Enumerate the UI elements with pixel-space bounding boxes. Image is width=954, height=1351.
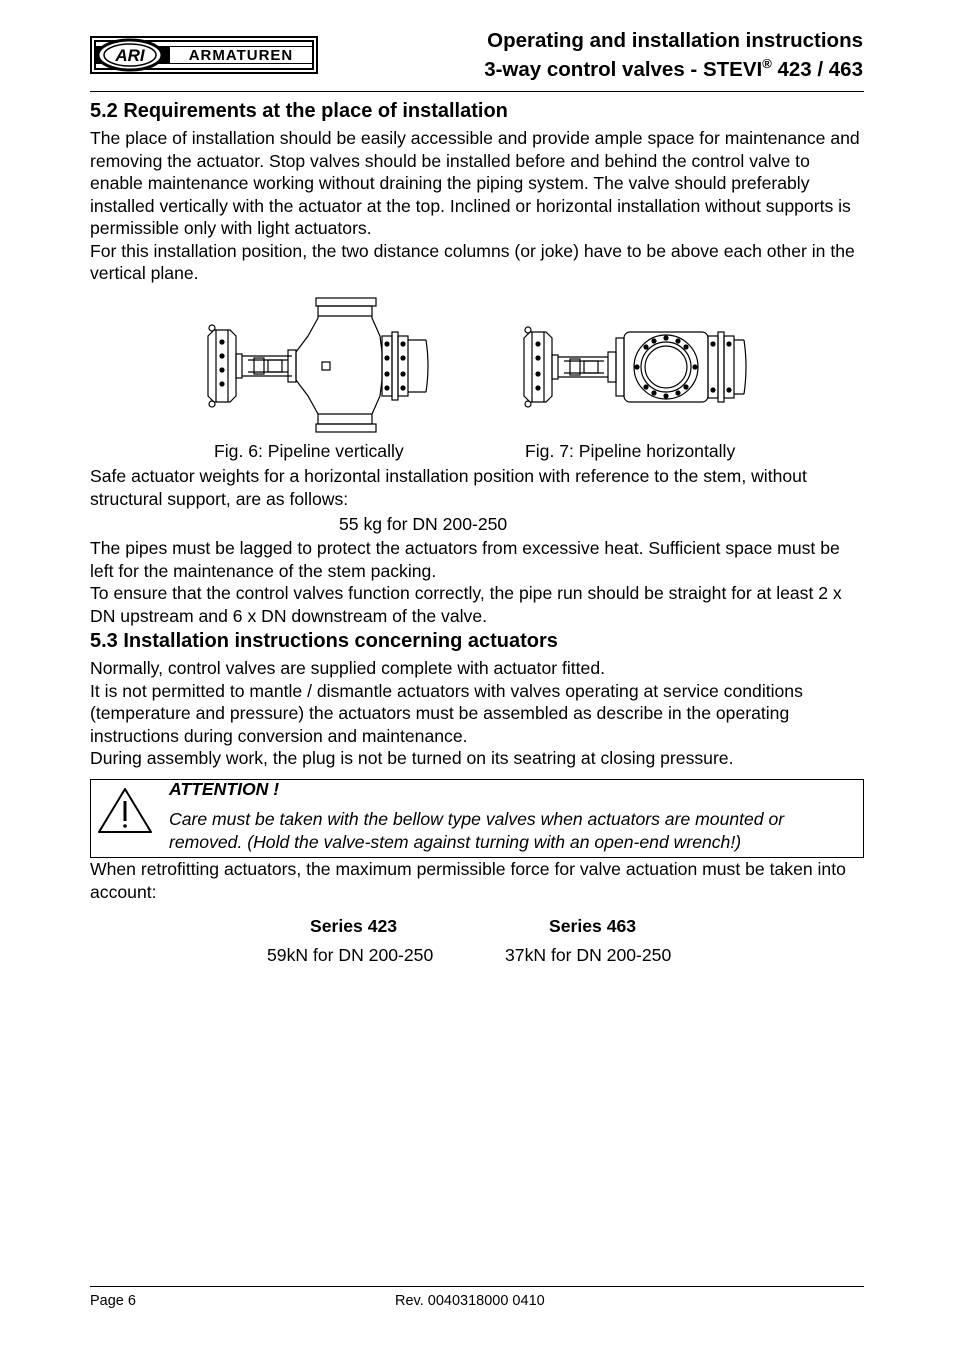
header-rule	[90, 91, 864, 92]
heading-5-3: 5.3 Installation instructions concerning actuators	[90, 630, 558, 652]
section-5-2-outro	[90, 537, 864, 627]
logo-text: ARMATUREN	[188, 47, 294, 64]
paragraph: To ensure that the control valves function correctly, the pipe run should be straight for at least 2 x DN upstream and 6 x DN downstream of the valve.	[90, 583, 842, 626]
attention-title: ATTENTION !	[169, 779, 280, 799]
paragraph: When retrofitting actuators, the maximum permissible force for valve actuation must be taken into account:	[90, 859, 846, 902]
revision-number: Rev. 0040318000 0410	[395, 1293, 545, 1309]
section-5-2-weights	[90, 465, 864, 510]
fig-6-caption: Fig. 6: Pipeline vertically	[214, 441, 404, 461]
logo-brand: ARI	[115, 46, 145, 65]
document-title	[380, 26, 863, 84]
section-5-2-intro	[90, 127, 864, 285]
title-line-2: 3-way control valves - STEVI® 423 / 463	[484, 56, 863, 81]
paragraph: For this installation position, the two distance columns (or joke) have to be above each other in the vertical plane.	[90, 240, 855, 283]
section-5-3-intro	[90, 657, 864, 770]
footer-rule	[90, 1286, 864, 1287]
table-cell-series-423: 59kN for DN 200-250	[267, 945, 434, 965]
paragraph: During assembly work, the plug is not be turned on its seatring at closing pressure.	[90, 748, 734, 768]
paragraph: Safe actuator weights for a horizontal installation position with reference to the stem, without structural support, are as follows:	[90, 466, 807, 509]
ari-armaturen-logo	[90, 36, 318, 74]
fig-7-drawing	[518, 322, 758, 412]
page-number: Page 6	[90, 1293, 136, 1309]
title-line-1: Operating and installation instructions	[487, 29, 863, 52]
paragraph: The place of installation should be easily accessible and provide ample space for maintenance and removing the actuator. Stop valves should be installed before and behind the control valve to enable maintenance working without draining the piping system. The valve should preferably installed vertically with the actuator at the top. Inclined or horizontal installation without supports is permissible only with light actuators.	[90, 128, 860, 238]
attention-text: Care must be taken with the bellow type valves when actuators are mounted or removed. (Hold the valve-stem against turning with an open-end wrench!)	[169, 809, 785, 852]
paragraph: It is not permitted to mantle / dismantle actuators with valves operating at service conditions (temperature and pressure) the actuators must be assembled as describe in the operating instructions during conversion and maintenance.	[90, 680, 803, 746]
paragraph: The pipes must be lagged to protect the actuators from excessive heat. Sufficient space must be left for the maintenance of the stem packing.	[90, 538, 840, 581]
weight-value: 55 kg for DN 200-250	[339, 514, 508, 534]
table-header-series-423: Series 423	[310, 916, 398, 936]
fig-6-drawing	[196, 296, 436, 436]
table-cell-series-463: 37kN for DN 200-250	[505, 945, 672, 965]
paragraph: Normally, control valves are supplied complete with actuator fitted.	[90, 658, 606, 678]
section-5-3-retrofit	[90, 858, 864, 903]
fig-7-caption: Fig. 7: Pipeline horizontally	[525, 441, 736, 461]
table-header-series-463: Series 463	[549, 916, 637, 936]
warning-icon	[96, 786, 154, 836]
heading-5-2: 5.2 Requirements at the place of installation	[90, 100, 508, 122]
